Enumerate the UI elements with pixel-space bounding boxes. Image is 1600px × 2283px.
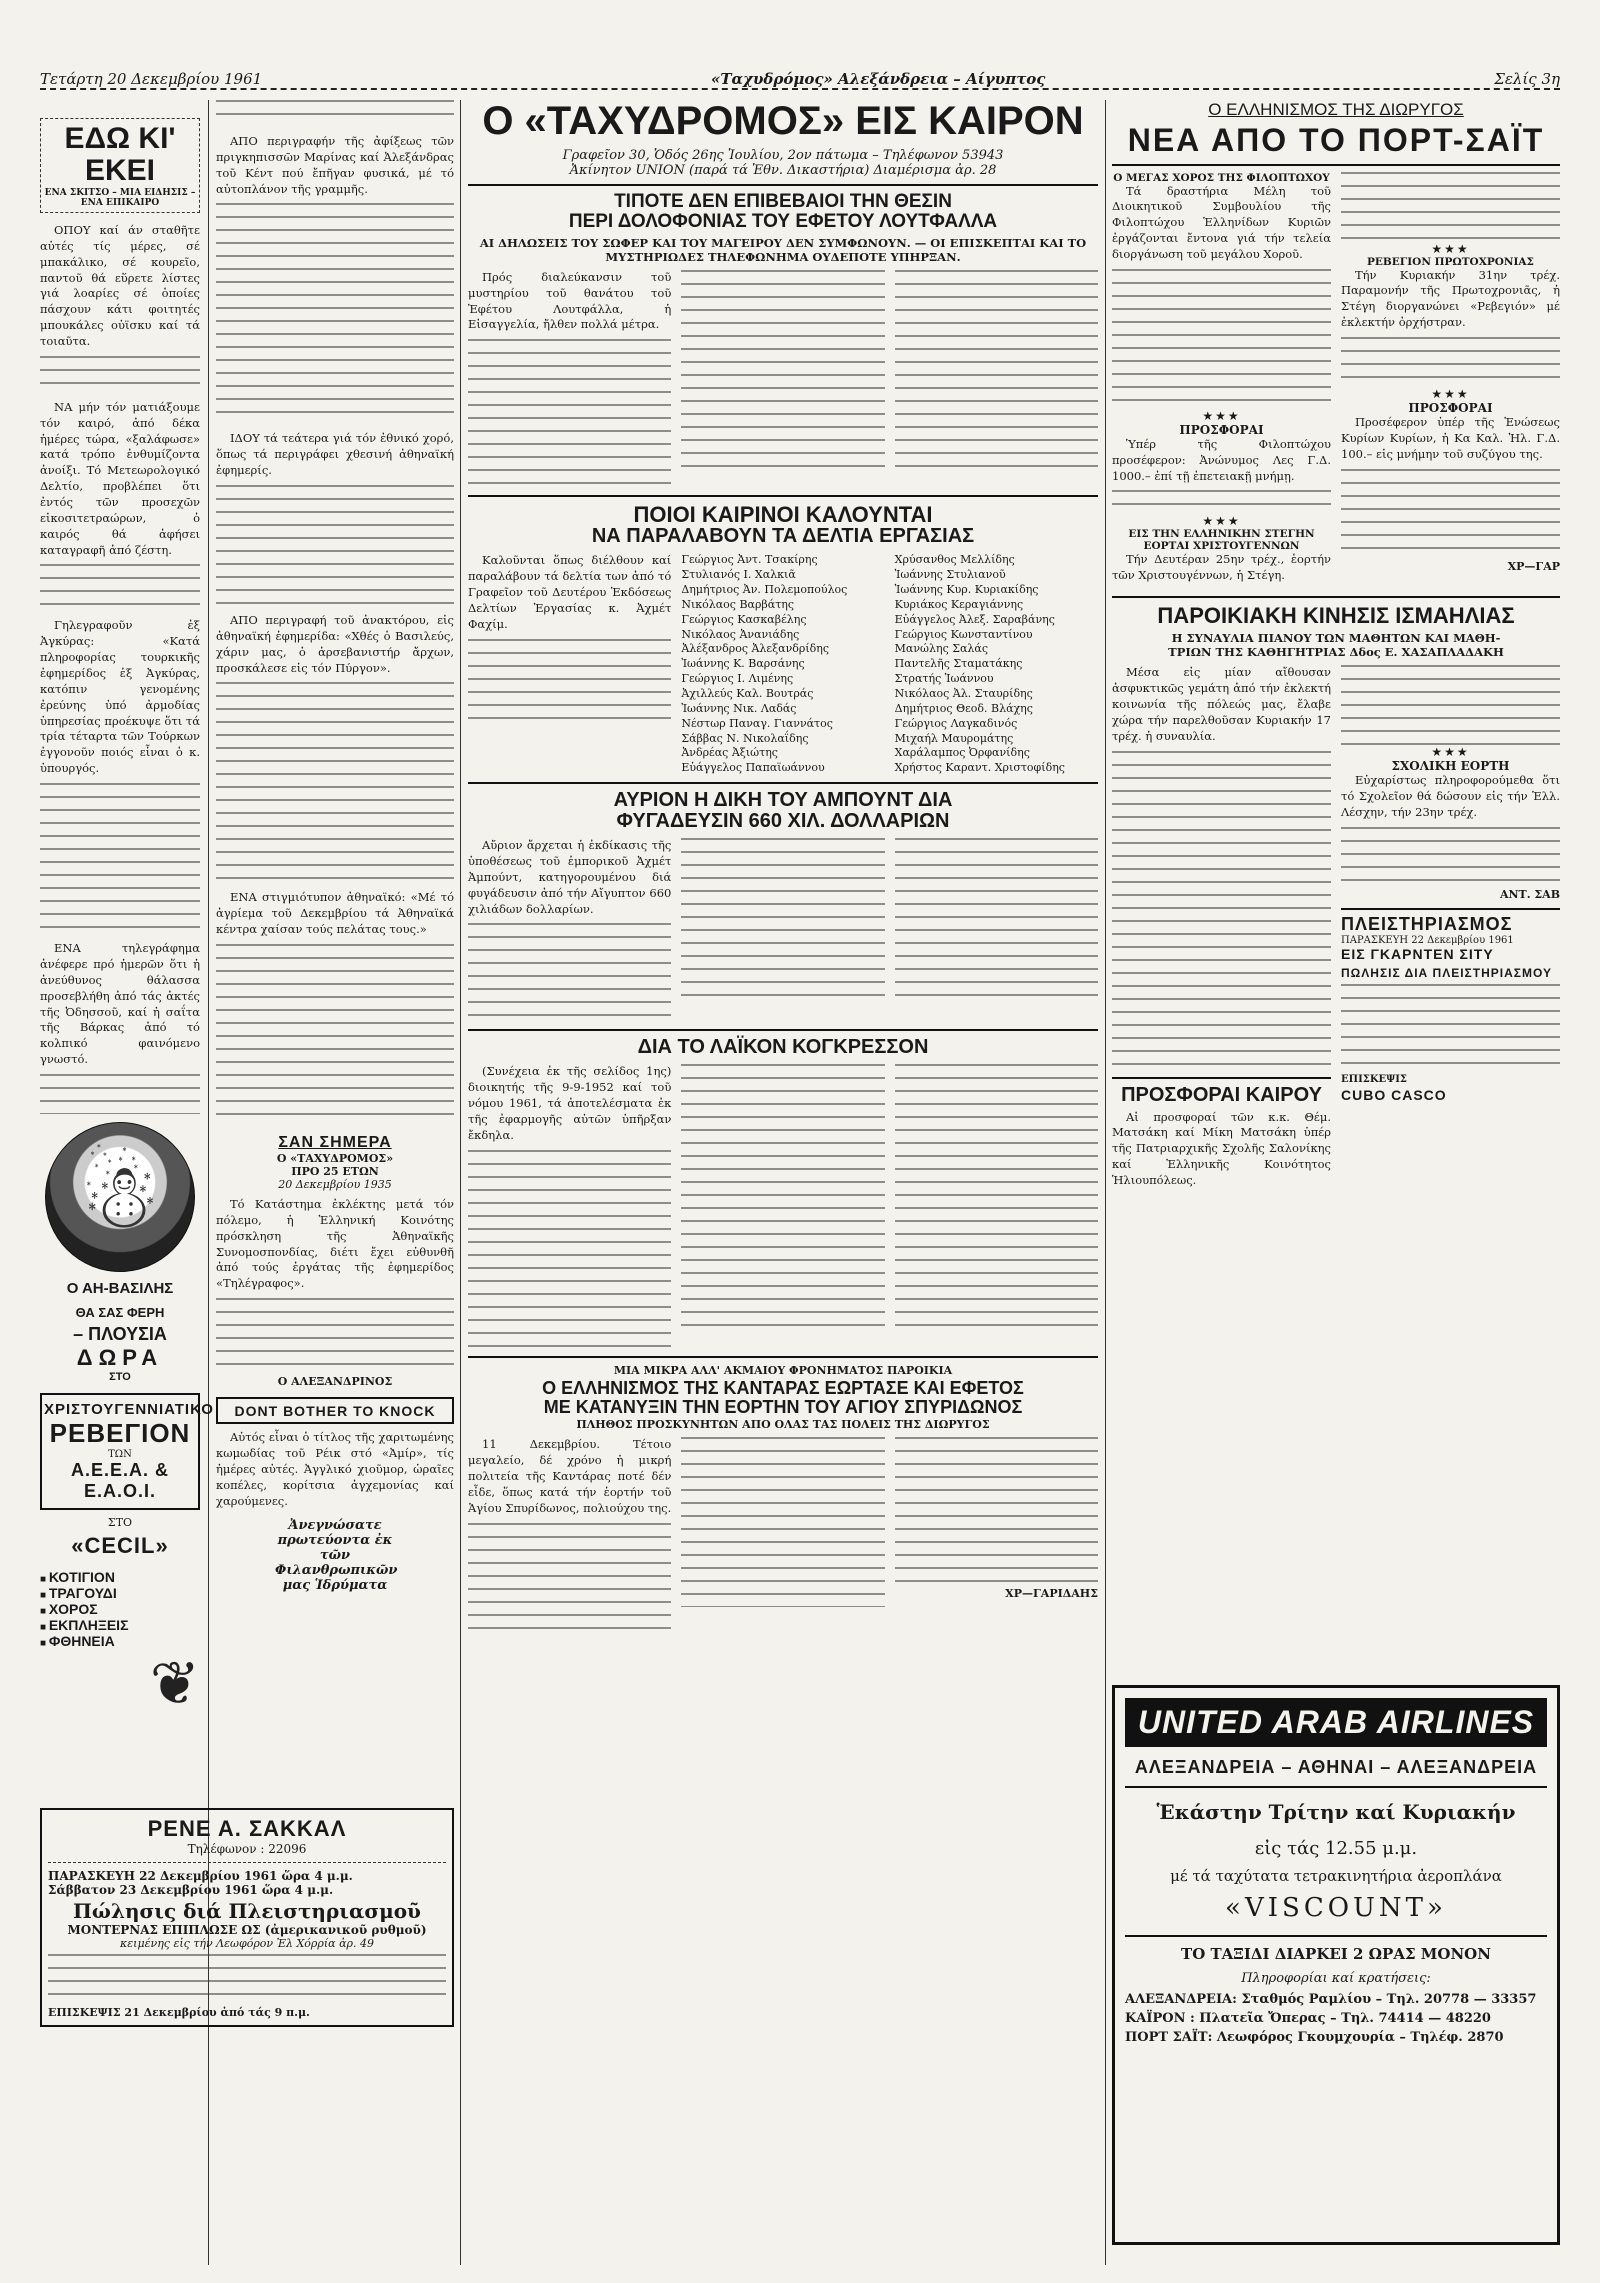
name-entry: Χρύσανθος Μελλίδης bbox=[894, 553, 1015, 567]
ad-line: ΔΩΡΑ bbox=[76, 1344, 164, 1370]
text-filler bbox=[895, 270, 1098, 468]
name-entry: Ἰωάννης Κυρ. Κυριακίδης bbox=[894, 583, 1039, 597]
name-entry: Ἀχιλλεύς Καλ. Βουτράς bbox=[681, 687, 814, 700]
kicker: ΜΙΑ ΜΙΚΡΑ ΑΛΛ' ΑΚΜΑΙΟΥ ΦΡΟΝΗΜΑΤΟΣ ΠΑΡΟΙΚΙΑ bbox=[613, 1363, 953, 1377]
name-entry: Νικόλαος Βαρβάτης bbox=[681, 597, 795, 611]
on-this-day-sub: Ο «ΤΑΧΥΔΡΟΜΟΣ» bbox=[276, 1152, 394, 1166]
auction-ad bbox=[1341, 908, 1560, 1103]
article-paragraph: Μέσα εἰς μίαν αἴθουσαν ἀσφυκτικῶς γεμάτη ἀπό τήν ἐκλεκτή κοινωνία τῆς πόλεώς μας, ἔλαβε χώρα τήν παρελθοῦσαν Κυριακήν 17 τρέχ. ἡ συναυλία. bbox=[1112, 665, 1331, 743]
divider bbox=[1112, 596, 1560, 598]
auction-location: κειμένης εἰς τήν Λεωφόρον Ἐλ Χόρρία ἀρ. 49 bbox=[120, 1937, 374, 1950]
auction-title: Πώλησις διά Πλειστηριασμοῦ bbox=[73, 1899, 421, 1923]
divider bbox=[1112, 1077, 1331, 1079]
auction-item: ΜΟΝΤΕΡΝΑΣ ΕΠΙΠΛΩΣΕ ΩΣ (ἀμερικανικοῦ ρυθμοῦ) bbox=[67, 1923, 427, 1937]
airline-route: ΑΛΕΞΑΝΔΡΕΙΑ – ΑΘΗΝΑΙ – ΑΛΕΞΑΝΔΡΕΙΑ bbox=[1125, 1757, 1547, 1788]
article-columns bbox=[468, 1064, 1098, 1349]
divider bbox=[48, 1862, 446, 1863]
article-columns bbox=[468, 838, 1098, 1023]
name-entry: Μιχαήλ Μαυρομάτης bbox=[894, 731, 1014, 745]
headline: ΠΕΡΙ ΔΟΛΟΦΟΝΙΑΣ ΤΟΥ ΕΦΕΤΟΥ ΛΟΥΤΦΑΛΛΑ bbox=[568, 210, 998, 232]
text-filler bbox=[468, 339, 671, 489]
article-title: ΠΡΟΣΦΟΡΑΙ bbox=[1179, 422, 1264, 437]
text-filler bbox=[40, 356, 200, 392]
text-filler bbox=[1341, 984, 1560, 1074]
subheadline: ΠΛΗΘΟΣ ΠΡΟΣΚΥΝΗΤΩΝ ΑΠΟ ΟΛΑΣ ΤΑΣ ΠΟΛΕΙΣ ΤΗΣ ΔΙΩΡΥΓΟΣ bbox=[576, 1418, 990, 1432]
auction-date: ΠΑΡΑΣΚΕΥΗ 22 Δεκεμβρίου 1961 bbox=[1341, 935, 1514, 947]
airline-ad bbox=[1112, 1685, 1560, 2245]
section-title: ΕΔΩ ΚΙ' ΕΚΕΙ bbox=[64, 122, 176, 187]
article-paragraph: Εὐχαρίστως πληροφορούμεθα ὅτι τό Σχολεῖον θά δώσουν εἰς τήν Ἑλλ. Λέσχην, τήν 23ην τρέχ. bbox=[1341, 773, 1560, 819]
column-text bbox=[1341, 415, 1560, 574]
name-list bbox=[895, 553, 1098, 776]
auctioneer-name: ΡΕΝΕ Α. ΣΑΚΚΑΛ bbox=[147, 1816, 347, 1841]
text-filler bbox=[895, 1437, 1098, 1587]
text-filler bbox=[216, 100, 454, 126]
ad-line: ΣΤΟ bbox=[107, 1515, 133, 1529]
byline: ΧΡ—ΓΑΡΙΔΑΗΣ bbox=[1005, 1587, 1098, 1601]
on-this-day-sub: ΠΡΟ 25 ΕΤΩΝ bbox=[291, 1165, 379, 1179]
ad-line: ΧΡΙΣΤΟΥΓΕΝΝΙΑΤΙΚΟ bbox=[44, 1400, 214, 1418]
article-title: ΠΡΟΣΦΟΡΑΙ bbox=[1408, 401, 1493, 416]
separator-stars: ★★★ bbox=[1431, 387, 1470, 402]
subheadline: ΤΡΙΩΝ ΤΗΣ ΚΑΘΗΓΗΤΡΙΑΣ Δδος Ε. ΧΑΣΑΠΛΑΔΑΚΗ bbox=[1168, 645, 1504, 660]
column-text bbox=[216, 1430, 454, 1509]
name-entry: Γεώργιος Ι. Λιμένης bbox=[681, 672, 794, 686]
name-entry: Γεώργιος Ἀντ. Τσακίρης bbox=[681, 553, 818, 567]
section-kicker: Ο ΕΛΛΗΝΙΣΜΟΣ ΤΗΣ ΔΙΩΡΥΓΟΣ bbox=[1208, 100, 1464, 119]
on-this-day-date: 20 Δεκεμβρίου 1935 bbox=[278, 1178, 392, 1192]
article-col bbox=[468, 270, 671, 489]
article-title: Ο ΜΕΓΑΣ ΧΟΡΟΣ ΤΗΣ ΦΙΛΟΠΤΩΧΟΥ bbox=[1113, 171, 1330, 184]
subheadline: Η ΣΥΝΑΥΛΙΑ ΠΙΑΝΟΥ ΤΩΝ ΜΑΘΗΤΩΝ ΚΑΙ ΜΑΘΗ- bbox=[1171, 631, 1501, 646]
name-entry: Κυριάκος Κεραγιάννης bbox=[894, 597, 1024, 611]
section-title: ΝΕΑ ΑΠΟ ΤΟ ΠΟΡΤ-ΣΑΪΤ bbox=[1127, 122, 1545, 158]
text-filler bbox=[468, 639, 671, 719]
section-box bbox=[40, 118, 200, 213]
name-entry: Γεώργιος Λαγκαδινός bbox=[894, 716, 1018, 730]
article-paragraph: ΑΠΟ περιγραφήν τῆς ἀφίξεως τῶν πριγκηπισσῶν Μαρίνας καί Ἀλεξάνδρας τοῦ Κέντ πού ἔπῆγαν φυσικά, μέ τό αὐτοπλάνον τῆς γραμμῆς. bbox=[216, 134, 454, 196]
text-filler bbox=[1341, 827, 1560, 887]
article-paragraph: ΝΑ μήν τόν ματιάξουμε τόν καιρό, ἀπό δέκα ἡμέρες τώρα, «ξαλάφωσε» κατά τρόπο ἐνθυμίζοντα ἀνοίξι. Τό Μετεωρολογικό Δελτίο, προβλέπει ὅτι ἐντός τῶν προσεχῶν εἰκοσιτετραώρων, ὁ καιρός θά ἀφήσει καταγραφῆ ἀπό ζέστη. bbox=[40, 399, 200, 557]
auction-date: Σάββατον 23 Δεκεμβρίου 1961 ὥρα 4 μ.μ. bbox=[48, 1883, 334, 1897]
article-paragraph: Αὔριον ἄρχεται ἡ ἐκδίκασις τῆς ὑποθέσεως τοῦ ἐμπορικοῦ Ἀχμέτ Ἀμπούντ, κατηγορουμένου διά φυγάδευσιν ἀπό τήν Αἴγυπτον 660 χιλιάδων δολλαρίων. bbox=[468, 838, 672, 916]
column-text bbox=[216, 100, 454, 1124]
name-entry: Δημήτριος Ἀν. Πολεμοπούλος bbox=[681, 583, 848, 597]
contact-heading: Πληροφορίαι καί κρατήσεις: bbox=[1241, 1971, 1431, 1986]
ad-line: ΤΩΝ bbox=[108, 1448, 132, 1460]
gift-ad bbox=[40, 1280, 200, 1383]
charity-notice: Ἀνεγνώσατε πρωτεύοντα ἐκ τῶν Φιλανθρωπικῶν μας Ἱδρύματα bbox=[275, 1517, 398, 1593]
section-subtitle: ΕΝΑ ΣΚΙΤΣΟ – ΜΙΑ ΕΙΔΗΣΙΣ – ΕΝΑ ΕΠΙΚΑΙΡΟ bbox=[44, 188, 196, 208]
divider bbox=[468, 1029, 1098, 1031]
article-paragraph: ΕΝΑ τηλεγράφημα ἀνέφερε πρό ἡμερῶν ὅτι ἡ ἀνεύθυνος θάλασσα προσεβλήθη ἀπό τάς ἀκτές τῆς Ὀδησσοῦ, καί ἡ σαΐτα τῆς Βάρκας ἀπό τό κολπικό φαινόμενο γνωστό. bbox=[40, 941, 200, 1067]
article-paragraph: Τά δραστήρια Μέλη τοῦ Διοικητικοῦ Συμβουλίου τῆς Φιλοπτώχου Ἑλληνίδων Κυριῶν ἐργάζονται ἔντονα γιά τήν τελεία διοργάνωση τοῦ μεγάλου Χοροῦ. bbox=[1112, 183, 1331, 262]
text-filler bbox=[468, 1150, 671, 1350]
right-col-b bbox=[1341, 172, 1560, 591]
name-entry: Χρήστος Καραντ. Χριστοφίδης bbox=[894, 761, 1065, 775]
article-title: ΕΙΣ ΤΗΝ ΕΛΛΗΝΙΚΗΝ ΣΤΕΓΗΝ ΕΟΡΤΑΙ ΧΡΙΣΤΟΥΓΕΝΝΩΝ bbox=[1128, 528, 1315, 553]
ad-feature: ■ ΦΘΗΝΕΙΑ bbox=[40, 1633, 200, 1649]
name-entry: Ἀνδρέας Ἀξιώτης bbox=[681, 746, 778, 760]
column-text bbox=[40, 223, 200, 1114]
right-col-b bbox=[1341, 665, 1560, 1195]
article-col bbox=[468, 1064, 671, 1349]
column-text bbox=[1112, 184, 1331, 409]
headline: ΠΑΡΟΙΚΙΑΚΗ ΚΙΝΗΣΙΣ ΙΣΜΑΗΛΙΑΣ bbox=[1157, 603, 1515, 629]
auction-title: ΠΩΛΗΣΙΣ ΔΙΑ ΠΛΕΙΣΤΗΡΙΑΣΜΟΥ bbox=[1341, 966, 1552, 981]
office-address: Γραφεῖον 30, Ὁδός 26ης Ἰουλίου, 2ον πάτωμα – Τηλέφωνον 53943 bbox=[562, 148, 1004, 163]
article-paragraph: Αὐτός εἶναι ὁ τίτλος τῆς χαριτωμένης κωμωδίας τοῦ Ρέικ στό «Ἀμίρ», τίς ἡμέρες αὐτές. Ἀγγλικό χιοῦμορ, ὡραῖες κοπέλες, κορίτσια ἀγχεμονίας καί χαρούμενες. bbox=[216, 1430, 454, 1508]
article-columns bbox=[468, 1437, 1098, 1632]
column-2 bbox=[216, 100, 454, 1593]
name-entry: Στρατής Ἰωάννου bbox=[894, 672, 994, 686]
auctioneer-name: CUBO CASCO bbox=[1341, 1087, 1447, 1104]
text-filler bbox=[40, 1074, 200, 1114]
airline-aircraft: μέ τά ταχύτατα τετρακινητήρια ἀεροπλάνα bbox=[1170, 1867, 1502, 1885]
name-entry: Γεώργιος Κασκαβέλης bbox=[681, 612, 807, 626]
name-entry: Νικόλαος Ἀνανιάδης bbox=[681, 627, 800, 641]
text-filler bbox=[48, 1954, 446, 2006]
right-section bbox=[1112, 100, 1560, 1195]
text-filler bbox=[216, 682, 454, 882]
ad-line: Ο ΑΗ-ΒΑΣΙΛΗΣ bbox=[66, 1279, 174, 1297]
name-entry: Εὐάγγελος Ἀλεξ. Σαραβάνης bbox=[894, 612, 1055, 626]
article-paragraph: Γηλεγραφοῦν ἐξ Ἀγκύρας: «Κατά πληροφορίας τουρκικῆς ἐφημερίδος ἐξ Ἀγκύρας, κατόπιν γενομένης ἐρεύνης ὑπό ἀρμοδίας ὑπηρεσίας προέκυψε ὅτι τά τρία τέταρτα τῶν Τούρκων ἐγγονοῦν ποιός εἶναι ὁ κ. ὑπουργός. bbox=[40, 618, 200, 776]
headline: ΝΑ ΠΑΡΑΛΑΒΟΥΝ ΤΑ ΔΕΛΤΙΑ ΕΡΓΑΣΙΑΣ bbox=[591, 525, 975, 548]
office-address: Ἀκίνητον UNION (παρά τά Ἐθν. Δικαστήρια) Διαμέρισμα ἀρ. 28 bbox=[569, 163, 997, 178]
headline: Ο ΕΛΛΗΝΙΣΜΟΣ ΤΗΣ ΚΑΝΤΑΡΑΣ ΕΩΡΤΑΣΕ ΚΑΙ ΕΦΕΤΟΣ bbox=[542, 1377, 1024, 1398]
name-entry: Εὐάγγελος Παπαϊωάννου bbox=[681, 761, 825, 775]
article-paragraph: Πρός διαλεύκανσιν τοῦ μυστηρίου τοῦ θανάτου τοῦ Ἐφέτου Λουτφάλλα, ἡ Εἰσαγγελία, ἤλθεν πολλά μέτρα. bbox=[468, 269, 672, 332]
article-col bbox=[468, 838, 671, 1023]
contact-line: ΠΟΡΤ ΣΑΪΤ: Λεωφόρος Γκουμχουρία – Τηλέφ. 2870 bbox=[1125, 2030, 1504, 2045]
text-filler bbox=[216, 203, 454, 423]
column-text bbox=[1341, 773, 1560, 902]
auction-date: ΠΑΡΑΣΚΕΥΗ 22 Δεκεμβρίου 1961 ὥρα 4 μ.μ. bbox=[48, 1869, 353, 1883]
name-entry: Ἰωάννης Κ. Βαρσάνης bbox=[681, 657, 805, 671]
right-columns bbox=[1112, 172, 1560, 591]
article-paragraph: Τήν Κυριακήν 31ην τρέχ. Παραμονήν τῆς Πρωτοχρονιᾶς, ἡ Στέγη διοργανώνει «Ρεβεγιόν» μέ ἐκλεκτήν ὀρχήστραν. bbox=[1341, 267, 1560, 330]
article-title: ΡΕΒΕΓΙΟΝ ΠΡΩΤΟΧΡΟΝΙΑΣ bbox=[1367, 255, 1534, 268]
name-entry: Σάββας Ν. Νικολαΐδης bbox=[681, 731, 809, 745]
text-filler bbox=[1341, 469, 1560, 559]
auction-title: ΠΛΕΙΣΤΗΡΙΑΣΜΟΣ bbox=[1341, 914, 1513, 935]
separator-stars: ★★★ bbox=[1202, 408, 1241, 423]
page-number: Σελίς 3η bbox=[1494, 70, 1560, 88]
article-paragraph: ΟΠΟΥ καί άν σταθῆτε αὐτές τίς μέρες, σέ μπακάλικο, σέ κουρεῖο, παντοῦ θά εὕρετε λίστες γιά λοαρίες σέ ὁποίες πάσχουν κάτι φοιτητές μπουκάλες οὐϊσκυ καί τά τοιαῦτα. bbox=[40, 223, 200, 349]
text-filler bbox=[216, 944, 454, 1124]
text-filler bbox=[1341, 337, 1560, 387]
headline: ΠΡΟΣΦΟΡΑΙ ΚΑΙΡΟΥ bbox=[1121, 1083, 1322, 1106]
column-text bbox=[216, 1197, 454, 1389]
article-col bbox=[468, 553, 671, 776]
ad-line: ΘΑ ΣΑΣ ΦΕΡΗ bbox=[75, 1304, 165, 1320]
text-filler bbox=[681, 1437, 884, 1607]
name-entry: Ἀλέξανδρος Ἀλεξανδρίδης bbox=[681, 642, 830, 656]
column-1 bbox=[40, 100, 214, 1719]
subheadline: ΑΙ ΔΗΛΩΣΕΙΣ ΤΟΥ ΣΩΦΕΡ ΚΑΙ ΤΟΥ ΜΑΓΕΙΡΟΥ ΔΕΝ ΣΥΜΦΩΝΟΥΝ. — ΟΙ ΕΠΙΣΚΕΠΤΑΙ ΚΑΙ ΤΟ ΜΥΣΤΗΡΙΩΔΕΣ ΤΗΛΕΦΩΝΗΜΑ ΟΥΔΕΠΟΤΕ ΥΠΗΡΞΑΝ. bbox=[479, 235, 1087, 264]
name-entry: Στυλιανός Ι. Χαλκιᾶ bbox=[681, 568, 796, 582]
name-entry: Παντελῆς Σταματάκης bbox=[894, 657, 1023, 671]
article-col bbox=[468, 1437, 671, 1632]
column-text bbox=[1341, 268, 1560, 387]
airline-name: UNITED ARAB AIRLINES bbox=[1125, 1698, 1547, 1747]
film-title: DONT BOTHER TO KNOCK bbox=[234, 1403, 436, 1420]
text-filler bbox=[681, 270, 884, 468]
article-paragraph: Καλοῦνται ὅπως διέλθουν καί παραλάβουν τά δελτία των ἀπό τό Γραφεῖον τοῦ Δευτέρου Ἐκδόσεως Δελτίων Ἐργασίας κ. Ἀχμέτ Φαχίμ. bbox=[468, 553, 672, 631]
headline: ΠΟΙΟΙ ΚΑΙΡΙΝΟΙ ΚΑΛΟΥΝΤΑΙ bbox=[633, 502, 933, 528]
article-paragraph: (Συνέχεια ἐκ τῆς σελίδος 1ης) διοικητής τῆς 9-9-1952 καί τοῦ νόμου 1961, τά ἀποτελέσματα ἐκ τῆς ἐφαρμογῆς αὐτῶν ὑπῆρξαν ἔκδηλα. bbox=[468, 1064, 672, 1142]
aircraft-model: «VISCOUNT» bbox=[1225, 1893, 1447, 1923]
text-filler bbox=[1112, 269, 1331, 409]
article-columns bbox=[468, 553, 1098, 776]
column-text bbox=[1112, 665, 1331, 1070]
headline: ΜΕ ΚΑΤΑΝΥΞΙΝ ΤΗΝ ΕΟΡΤΗΝ ΤΟΥ ΑΓΙΟΥ ΣΠΥΡΙΔΩΝΟΣ bbox=[543, 1396, 1023, 1417]
name-entry: Γεώργιος Κωνσταντίνου bbox=[894, 627, 1033, 641]
text-filler bbox=[468, 1523, 671, 1633]
masthead-title: Ο «ΤΑΧΥΔΡΟΜΟΣ» ΕΙΣ ΚΑΙΡΟΝ bbox=[482, 99, 1084, 143]
cecil-venue: «CECIL» bbox=[71, 1532, 169, 1558]
article-paragraph: Ὑπέρ τῆς Φιλοπτώχου προσέφερον: Ἀνώνυμος Λες Γ.Δ. 1000.– ἐπί τῇ ἐπετειακῇ μνήμῃ. bbox=[1112, 436, 1331, 483]
byline: Ο ΑΛΕΞΑΝΔΡΙΝΟΣ bbox=[277, 1375, 393, 1389]
article-columns bbox=[468, 270, 1098, 489]
text-filler bbox=[40, 564, 200, 610]
divider bbox=[468, 782, 1098, 784]
auction-ad-sakkal bbox=[40, 1808, 454, 2027]
separator-stars: ★★★ bbox=[1431, 241, 1470, 256]
headline: ΔΙΑ ΤΟ ΛΑΪΚΟΝ ΚΟΓΚΡΕΣΣΟΝ bbox=[637, 1036, 929, 1059]
divider bbox=[468, 1356, 1098, 1358]
byline: ΑΝΤ. ΣΑΒ bbox=[1499, 887, 1560, 901]
text-filler bbox=[216, 485, 454, 605]
divider bbox=[468, 495, 1098, 497]
airline-time: εἰς τάς 12.55 μ.μ. bbox=[1254, 1838, 1418, 1859]
ad-feature: ■ ΕΚΠΛΗΞΕΙΣ bbox=[40, 1617, 200, 1633]
text-filler bbox=[681, 1064, 884, 1328]
ad-feature: ■ ΧΟΡΟΣ bbox=[40, 1601, 200, 1617]
ad-line: ΡΕΒΕΓΙΟΝ bbox=[49, 1417, 191, 1448]
ad-feature-list bbox=[40, 1569, 200, 1649]
auction-viewing: ΕΠΙΣΚΕΨΙΣ bbox=[1341, 1074, 1408, 1086]
santa-illustration bbox=[45, 1122, 195, 1272]
name-entry: Δημήτριος Θεοδ. Βλάχης bbox=[894, 701, 1033, 715]
column-text bbox=[1112, 1110, 1331, 1189]
text-filler bbox=[1112, 751, 1331, 1071]
auction-location: ΕΙΣ ΓΚΑΡΝΤΕΝ ΣΙΤΥ bbox=[1341, 946, 1494, 963]
ad-line: Α.Ε.Ε.Α. & Ε.Α.Ο.Ι. bbox=[70, 1459, 169, 1501]
article-paragraph: ΕΝΑ στιγμιότυπον ἀθηναϊκό: «Μέ τό ἀγρίεμα τοῦ Δεκεμβρίου τά Ἀθηναϊκά κέντρα χαίσαν τούς πελάτας τους.» bbox=[216, 890, 454, 937]
column-rule bbox=[1105, 100, 1106, 2265]
article-paragraph: ΙΔΟΥ τά τεάτερα γιά τόν ἐθνικό χορό, ὅπως τά περιγράφει χθεσινή ἀθηναϊκή ἐφημερίς. bbox=[216, 431, 454, 478]
ad-feature: ■ ΤΡΑΓΟΥΔΙ bbox=[40, 1585, 200, 1601]
article-paragraph: 11 Δεκεμβρίου. Τέτοιο μεγαλείο, δέ χρόνο ἡ μικρή πολιτεία τῆς Καντάρας ποτέ δέν εἶδε, ὅπως κατά τήν ἑορτήν τοῦ Ἁγίου Σπυρίδωνος, πολιούχου της. bbox=[468, 1437, 672, 1515]
divider bbox=[1112, 164, 1560, 166]
article-paragraph: Προσέφερον ὑπέρ τῆς Ἑνώσεως Κυρίων Κυρίων, ἡ Κα Καλ. Ἠλ. Γ.Δ. 100.– εἰς μνήμην τοῦ συζύγου της. bbox=[1341, 415, 1560, 461]
ad-feature: ■ ΚΟΤΙΓΙΟΝ bbox=[40, 1569, 200, 1585]
film-heading bbox=[216, 1397, 454, 1424]
running-header bbox=[40, 62, 1560, 90]
issue-date: Τετάρτη 20 Δεκεμβρίου 1961 bbox=[40, 70, 263, 88]
text-filler bbox=[681, 838, 884, 1003]
text-filler bbox=[1341, 665, 1560, 745]
right-col-a bbox=[1112, 665, 1331, 1195]
divider bbox=[468, 184, 1098, 186]
separator-stars: ★★★ bbox=[1431, 745, 1470, 760]
text-filler bbox=[895, 838, 1098, 1003]
name-entry: Ἰωάννης Στυλιανοῦ bbox=[894, 568, 1006, 582]
contact-line: ΑΛΕΞΑΝΔΡΕΙΑ: Σταθμός Ραμλίου – Τηλ. 20778 — 33357 bbox=[1125, 1992, 1537, 2007]
contact-line: ΚΑΪΡΟΝ : Πλατεῖα Ὄπερας – Τηλ. 74414 — 48220 bbox=[1125, 2011, 1491, 2026]
auction-viewing: ΕΠΙΣΚΕΨΙΣ 21 Δεκεμβρίου ἀπό τάς 9 π.μ. bbox=[48, 2006, 310, 2019]
column-rule bbox=[460, 100, 461, 2265]
on-this-day-box bbox=[216, 1134, 454, 1191]
flight-duration: ΤΟ ΤΑΞΙΔΙ ΔΙΑΡΚΕΙ 2 ΩΡΑΣ ΜΟΝΟΝ bbox=[1125, 1935, 1547, 1963]
paper-name: «Ταχυδρόμος» Αλεξάνδρεια – Αίγυπτος bbox=[711, 70, 1046, 88]
right-columns bbox=[1112, 665, 1560, 1195]
headline: ΤΙΠΟΤΕ ΔΕΝ ΕΠΙΒΕΒΑΙΟΙ ΤΗΝ ΘΕΣΙΝ bbox=[614, 191, 952, 212]
auctioneer-phone: Τηλέφωνον : 22096 bbox=[187, 1842, 307, 1856]
separator-stars: ★★★ bbox=[1202, 514, 1241, 529]
article-paragraph: Τήν Δευτέραν 25ην τρέχ., ἑορτήν τῶν Χριστουγέννων, ἡ Στέγη. bbox=[1112, 552, 1331, 583]
article-col bbox=[895, 1437, 1098, 1632]
article-title: ΣΧΟΛΙΚΗ ΕΟΡΤΗ bbox=[1391, 759, 1510, 774]
byline: ΧΡ—ΓΑΡ bbox=[1507, 559, 1560, 573]
ad-line: – ΠΛΟΥΣΙΑ bbox=[73, 1323, 167, 1344]
article-paragraph: Τό Κατάστημα ἐκλέκτης μετά τόν πόλεμο, ἡ Ἑλληνική Κοινότης πρόσκληση τῆς Ἀθηναϊκῆς Συνομοσπονδίας, διέτι ἔχει εὐθυνθῆ ἀπό τούς ἐργάτας τῆς ἐφημερίδος «Τηλέγραφος». bbox=[216, 1197, 454, 1291]
name-entry: Μανώλης Σαλάς bbox=[894, 642, 988, 656]
name-entry: Νέστωρ Παναγ. Γιαννάτος bbox=[681, 716, 833, 730]
text-filler bbox=[216, 1298, 454, 1368]
text-filler bbox=[468, 923, 671, 1023]
text-filler bbox=[895, 1064, 1098, 1328]
name-list bbox=[681, 553, 884, 776]
holly-icon: ❦ bbox=[149, 1648, 200, 1719]
reveillon-ad bbox=[40, 1393, 214, 1510]
name-entry: Νικόλαος Ἀλ. Σταυρίδης bbox=[894, 687, 1033, 700]
airline-days: Ἑκάστην Τρίτην καί Κυριακήν bbox=[1156, 1800, 1516, 1824]
headline: ΦΥΓΑΔΕΥΣΙΝ 660 ΧΙΛ. ΔΟΛΛΑΡΙΩΝ bbox=[616, 810, 950, 833]
column-text bbox=[1112, 437, 1331, 515]
article-paragraph: ΑΠΟ περιγραφή τοῦ ἀνακτόρου, εἰς ἀθηναϊκή ἐφημερίδα: «Χθές ὁ Βασιλεύς, χάριν μας, ὁ ἀρσεβανιστήρ ἄρχων, προσκάλεσε εἰς τόν Πύργον». bbox=[216, 613, 454, 675]
right-col-a bbox=[1112, 172, 1331, 591]
article-paragraph: Αἱ προσφοραί τῶν κ.κ. Θέμ. Ματσάκη καί Μίκη Ματσάκη ὑπέρ τῆς Πατριαρχικῆς Σχολῆς Σαλονίκης καί Ἑλληνικῆς Κοινότητος Ἡλιουπόλεως. bbox=[1112, 1109, 1331, 1188]
text-filler bbox=[1112, 490, 1331, 514]
center-section bbox=[468, 100, 1098, 1633]
text-filler bbox=[1341, 172, 1560, 242]
name-entry: Χαράλαμπος Ὀρφανίδης bbox=[894, 746, 1030, 760]
ad-line: ΣΤΟ bbox=[109, 1370, 131, 1383]
headline: ΑΥΡΙΟΝ Η ΔΙΚΗ ΤΟΥ ΑΜΠΟΥΝΤ ΔΙΑ bbox=[613, 789, 953, 812]
text-filler bbox=[40, 783, 200, 933]
on-this-day-title: ΣΑΝ ΣΗΜΕΡΑ bbox=[278, 1134, 392, 1152]
column-text bbox=[1112, 552, 1331, 584]
name-entry: Ἰωάννης Νικ. Λαδάς bbox=[681, 701, 797, 715]
